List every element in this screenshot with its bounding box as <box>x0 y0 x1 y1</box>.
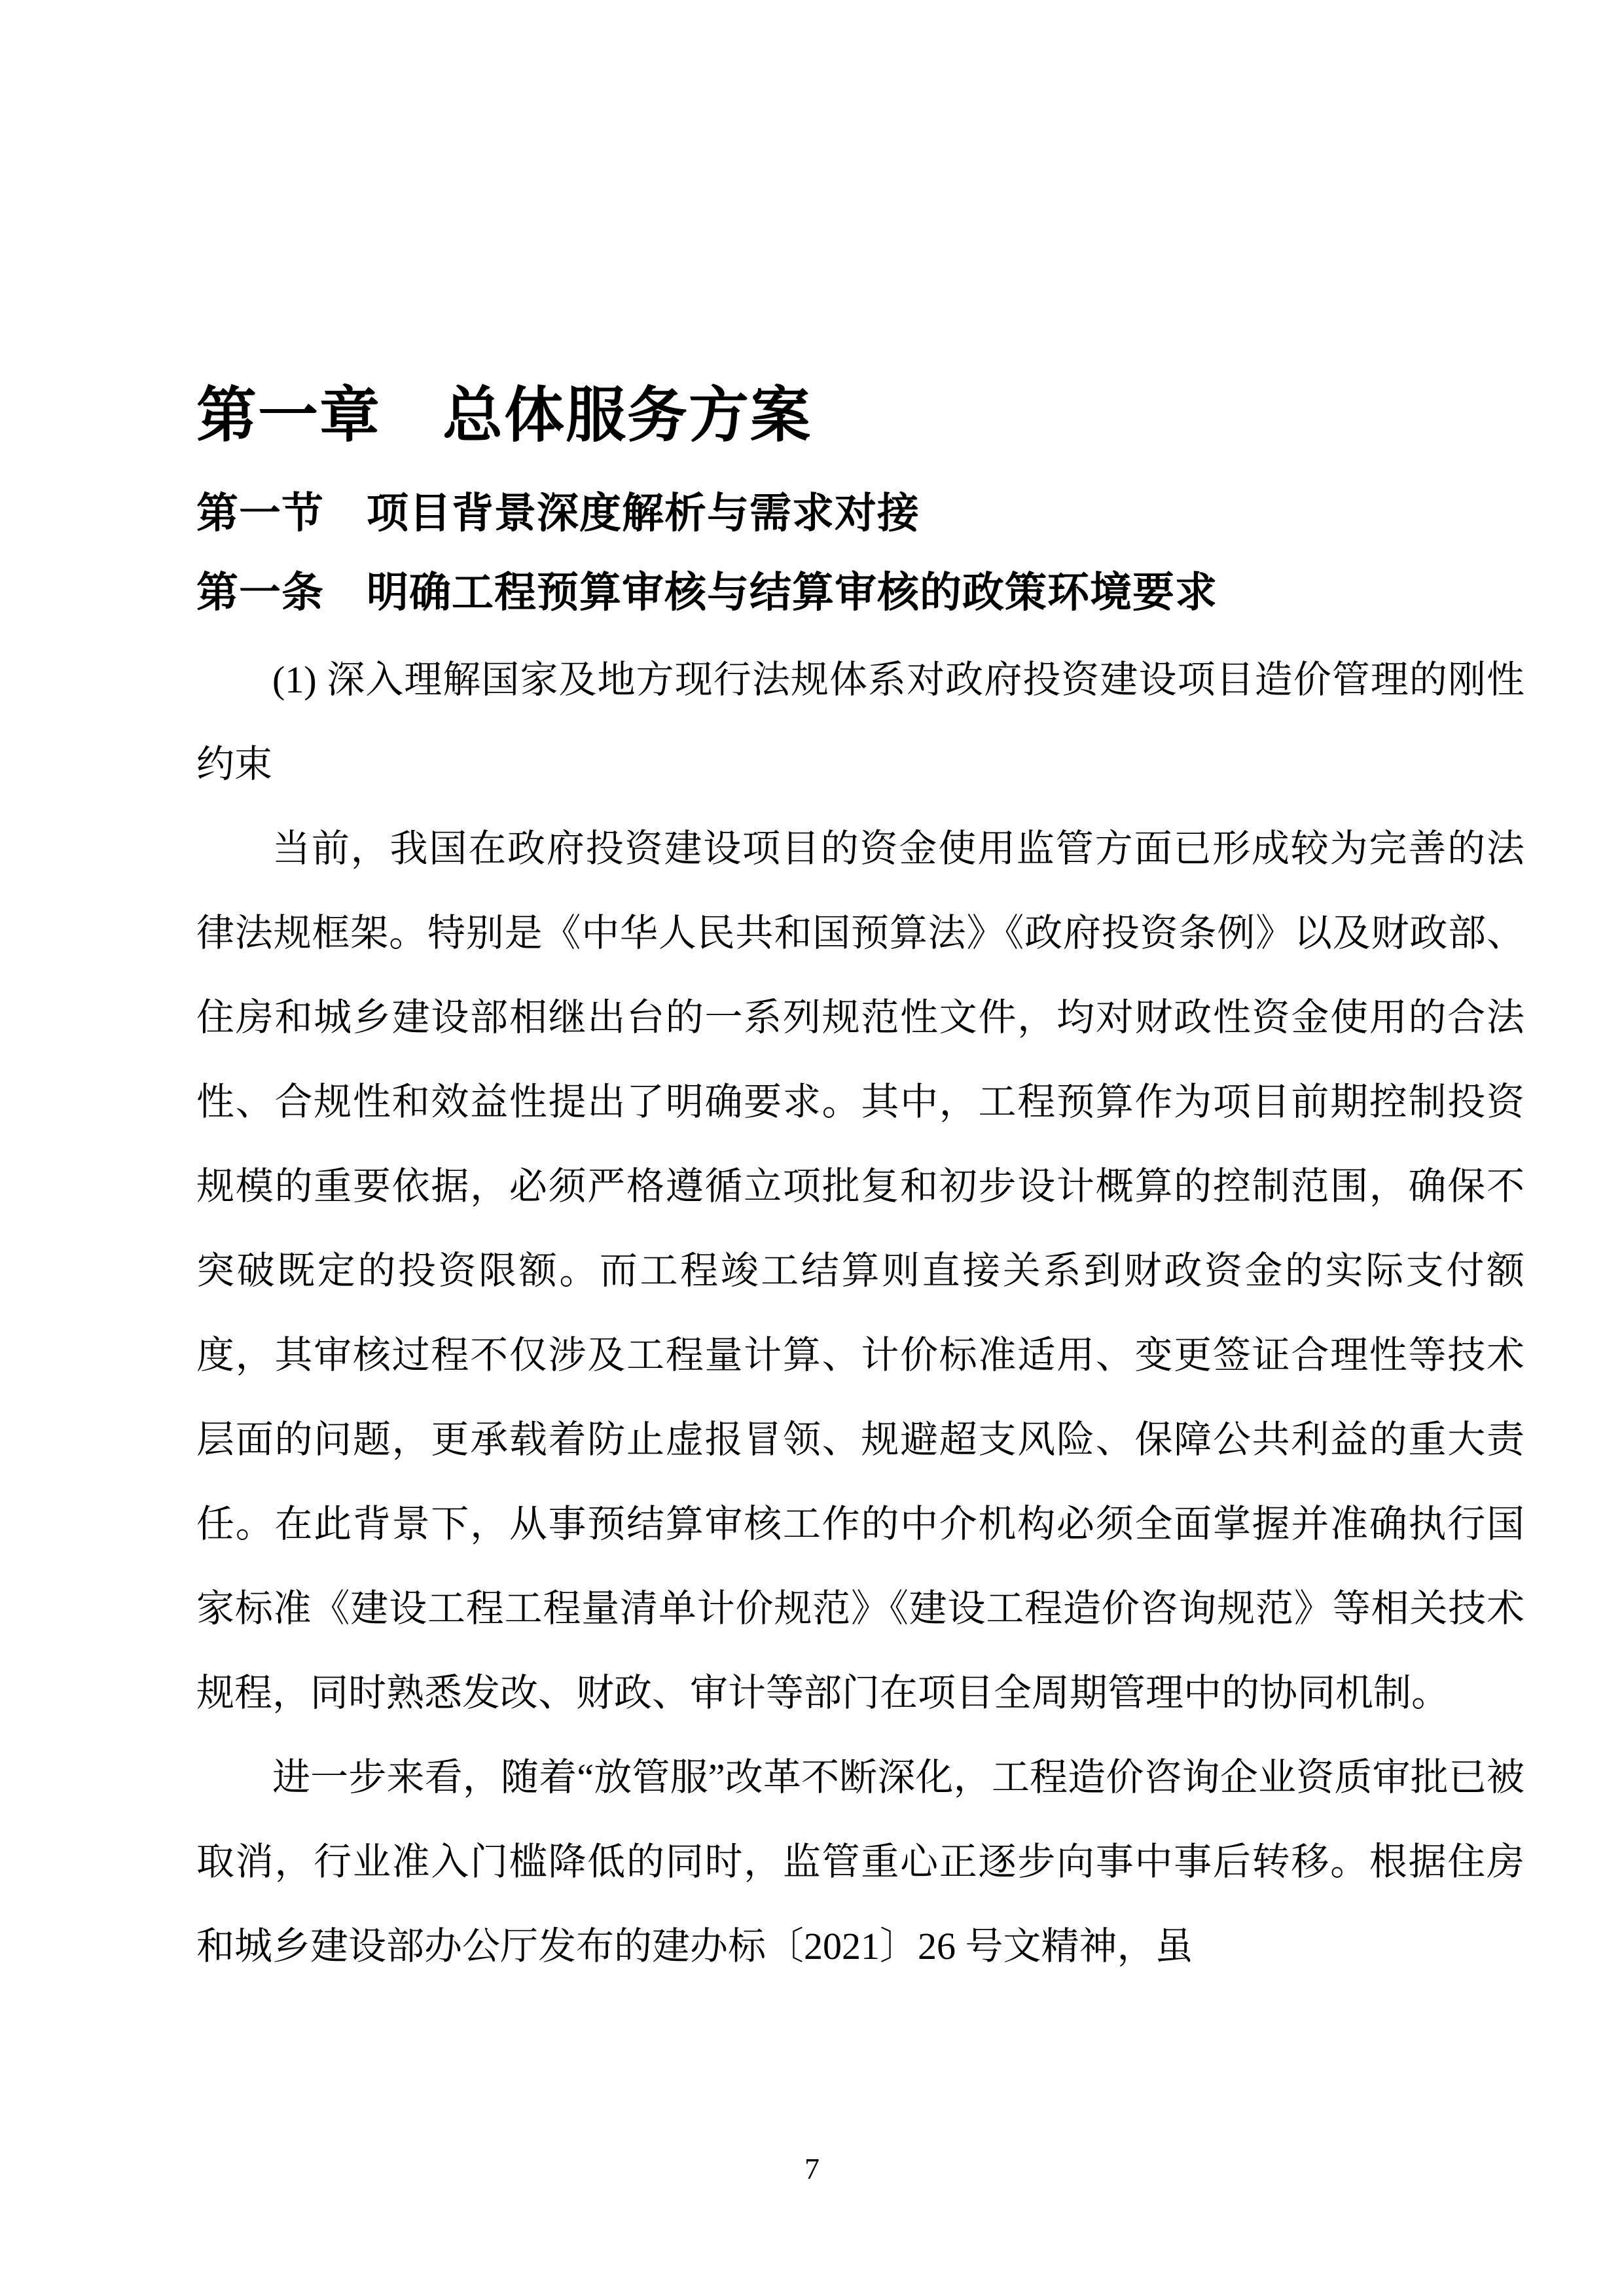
paragraph-item-1: (1) 深入理解国家及地方现行法规体系对政府投资建设项目造价管理的刚性约束 <box>196 658 1525 785</box>
clause-title: 第一条 明确工程预算审核与结算审核的政策环境要求 <box>196 569 1218 617</box>
paragraph-body-2: 进一步来看，随着“放管服”改革不断深化，工程造价咨询企业资质审批已被取消，行业准入门槛降低的同时，监管重心正逐步向事中事后转移。根据住房和城乡建设部办公厅发布的建办标〔2021〕26 号文精神，虽 <box>196 1755 1525 1967</box>
chapter-title: 第一章 总体服务方案 <box>196 382 812 449</box>
page-number: 7 <box>804 2152 820 2185</box>
paragraph-body-1: 当前，我国在政府投资建设项目的资金使用监管方面已形成较为完善的法律法规框架。特别是《中华人民共和国预算法》《政府投资条例》以及财政部、住房和城乡建设部相继出台的一系列规范性文件，均对财政性资金使用的合法性、合规性和效益性提出了明确要求。其中，工程预算作为项目前期控制投资规模的重要依据，必须严格遵循立项批复和初步设计概算的控制范围，确保不突破既定的投资限额。而工程竣工结算则直接关系到财政资金的实际支付额度，其审核过程不仅涉及工程量计算、计价标准适用、变更签证合理性等技术层面的问题，更承载着防止虚报冒领、规避超支风险、保障公共利益的重大责任。在此背景下，从事预结算审核工作的中介机构必须全面掌握并准确执行国家标准《建设工程工程量清单计价规范》《建设工程造价咨询规范》等相关技术规程，同时熟悉发改、财政、审计等部门在项目全周期管理中的协同机制。 <box>196 827 1525 1714</box>
section-title: 第一节 项目背景深度解析与需求对接 <box>196 490 920 537</box>
